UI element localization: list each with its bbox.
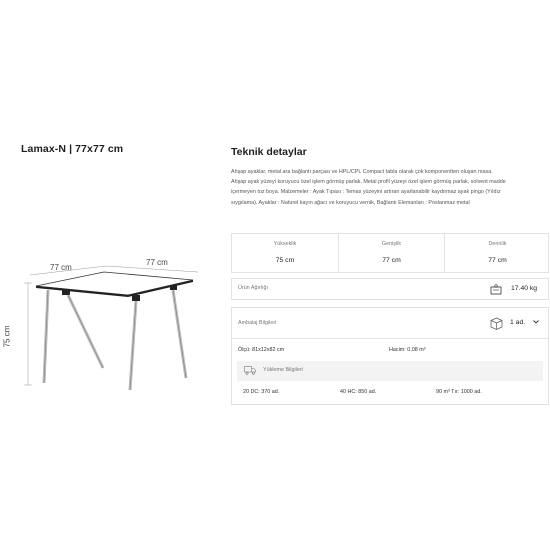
loading-20dc: 20 DC: 370 ad. — [243, 389, 280, 395]
package-volume: Hacim: 0.08 m³ — [389, 347, 426, 353]
loading-truck: 90 m³ Tır: 1000 ad. — [436, 389, 482, 395]
table-line-drawing — [8, 250, 213, 395]
packaging-label: Ambalaj Bilgileri — [238, 320, 277, 326]
loading-40hc: 40 HC: 850 ad. — [340, 389, 377, 395]
dimension-height — [232, 234, 338, 272]
dimension-width — [338, 234, 444, 272]
product-title: Lamax-N | 77x77 cm — [21, 143, 124, 155]
depth-dimension-label: 77 cm — [146, 258, 168, 267]
dimensions-table — [231, 233, 549, 273]
description-line: sıygılama). Ayaklar : Naturel kayın ağacı ve koruyucu vernik, Bağlantı Elemanları : Poslanmaz metal — [231, 199, 470, 206]
chevron-down-icon[interactable] — [532, 318, 540, 326]
description-line: Ahşap ayaklar, metal ara bağlantı parçası ve HPL/CPL Compact tabla olarak çok komponentten oluşan masa. — [231, 169, 493, 175]
weight-label: Ürün Ağırlığı — [238, 285, 268, 291]
package-box-icon — [490, 317, 503, 330]
package-count: 1 ad. — [510, 319, 526, 326]
description-line: Ahşap ayak yüzeyi koruyucu özel işlem görmüş parlak. Metal profil yüzeyi özel işlem görmüş parlak, solvent madde — [231, 179, 506, 186]
package-size: Ölçü: 81x12x82 cm — [238, 347, 285, 353]
height-dimension-label: 75 cm — [2, 325, 12, 348]
dimension-value: 75 cm — [275, 257, 295, 264]
section-title: Teknik detaylar — [231, 146, 307, 158]
weight-icon — [490, 284, 502, 295]
dimension-label: Genişlik — [381, 241, 402, 247]
dimension-value: 77 cm — [488, 257, 507, 264]
dimension-value: 77 cm — [382, 257, 401, 264]
truck-icon — [244, 366, 256, 375]
weight-value: 17.40 kg — [511, 285, 538, 292]
weight-row — [231, 278, 549, 300]
loading-info-label: Yükleme Bilgileri — [263, 367, 303, 373]
width-dimension-label: 77 cm — [50, 263, 72, 272]
description-line: içermeyen toz boya. Malzemeler : Ayak Tıpası : Temas yüzeyini artıran ayarlanabilir kaydırmaz ayak pingo (Yıldız — [231, 189, 501, 196]
dimension-label: Yükseklik — [273, 241, 297, 247]
description — [231, 167, 549, 208]
table-drawing — [2, 250, 213, 395]
dimension-depth — [444, 234, 550, 272]
divider — [232, 338, 548, 339]
dimension-label: Derinlik — [488, 241, 507, 247]
loading-info-header — [237, 361, 543, 381]
